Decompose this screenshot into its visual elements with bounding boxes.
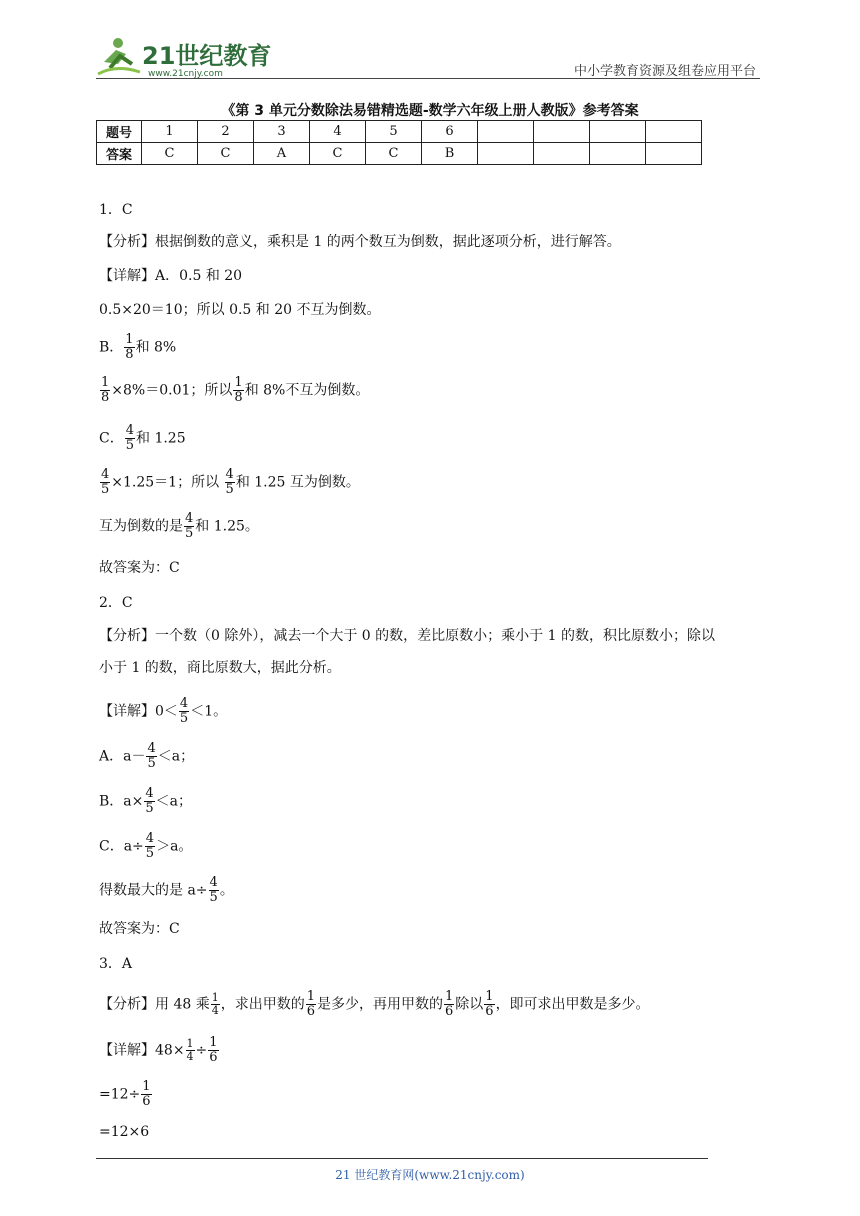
- fraction: $\frac{1}{6}$: [485, 989, 494, 1019]
- fraction: $\frac{1}{4}$: [211, 991, 219, 1017]
- fraction: $\frac{4}{5}$: [145, 786, 154, 816]
- q1-detail-a: 【详解】A．0.5 和 20: [99, 268, 243, 284]
- fraction: $\frac{1}{6}$: [209, 1035, 218, 1065]
- table-cell: A: [254, 143, 310, 165]
- answer-table: [96, 120, 702, 165]
- fraction: $\frac{1}{4}$: [186, 1037, 194, 1063]
- q1-option-b-calc: $\frac{1}{8}$ ×8%＝0.01；所以 $\frac{1}{8}$ 和 8%不互为倒数。: [101, 375, 370, 405]
- table-cell: 1: [142, 121, 198, 143]
- footer-link[interactable]: 21 世纪教育网(www.21cnjy.com): [335, 1168, 525, 1182]
- q1-option-c-calc: $\frac{4}{5}$ ×1.25＝1；所以 $\frac{4}{5}$ 和 1.25 互为倒数。: [101, 467, 360, 497]
- table-cell: [478, 121, 534, 143]
- q1-detail-a-calc: 0.5×20＝10；所以 0.5 和 20 不互为倒数。: [99, 302, 381, 318]
- q1-option-b: B． $\frac{1}{8}$ 和 8%: [99, 332, 177, 362]
- table-cell: 5: [366, 121, 422, 143]
- header-platform-text: 中小学教育资源及组卷应用平台: [573, 64, 756, 79]
- q2-detail: 【详解】0＜ $\frac{4}{5}$ ＜1。: [99, 696, 228, 726]
- table-cell: C: [310, 143, 366, 165]
- fraction: $\frac{1}{6}$: [445, 989, 454, 1019]
- q1-analysis: 【分析】根据倒数的意义，乘积是 1 的两个数互为倒数，据此逐项分析，进行解答。: [99, 234, 621, 250]
- table-cell: [590, 121, 646, 143]
- table-header-cell: 题号: [97, 121, 142, 143]
- table-cell: C: [142, 143, 198, 165]
- runner-icon: [96, 34, 286, 78]
- q2-analysis-line2: 小于 1 的数，商比原数大，据此分析。: [99, 660, 341, 676]
- q1-heading: 1．C: [99, 202, 133, 218]
- fraction: $\frac{1}{6}$: [142, 1079, 151, 1109]
- fraction: $\frac{4}{5}$: [101, 467, 110, 497]
- q1-result: 互为倒数的是 $\frac{4}{5}$ 和 1.25。: [99, 511, 259, 541]
- q3-step-1: =12÷ $\frac{1}{6}$: [99, 1079, 151, 1109]
- svg-text:www.21cnjy.com: www.21cnjy.com: [148, 69, 223, 78]
- fraction: $\frac{1}{8}$: [101, 375, 110, 405]
- q3-detail: 【详解】48× $\frac{1}{4}$ ÷ $\frac{1}{6}$: [99, 1035, 218, 1065]
- footer-divider: [96, 1158, 708, 1159]
- q2-heading: 2．C: [99, 595, 133, 611]
- page-title: 《第 3 单元分数除法易错精选题-数学六年级上册人教版》参考答案: [221, 103, 639, 119]
- q2-analysis-line1: 【分析】一个数（0 除外），减去一个大于 0 的数，差比原数小；乘小于 1 的数，积比原数小；除以: [99, 628, 715, 644]
- fraction: $\frac{4}{5}$: [209, 875, 218, 905]
- table-cell: 3: [254, 121, 310, 143]
- fraction: $\frac{4}{5}$: [225, 467, 234, 497]
- table-cell: C: [198, 143, 254, 165]
- fraction: $\frac{1}{8}$: [234, 375, 243, 405]
- fraction: $\frac{4}{5}$: [125, 423, 134, 453]
- table-cell: [534, 121, 590, 143]
- q3-step-2: =12×6: [99, 1124, 150, 1140]
- fraction: $\frac{4}{5}$: [145, 831, 155, 861]
- header-divider: [96, 78, 760, 79]
- q1-option-c: C． $\frac{4}{5}$ 和 1.25: [99, 423, 186, 453]
- fraction: $\frac{4}{5}$: [147, 741, 156, 771]
- q1-final-answer: 故答案为：C: [99, 560, 180, 576]
- q3-heading: 3．A: [99, 956, 133, 972]
- table-cell: [590, 143, 646, 165]
- table-cell: [534, 143, 590, 165]
- table-cell: 2: [198, 121, 254, 143]
- fraction: $\frac{4}{5}$: [179, 696, 189, 726]
- fraction: $\frac{4}{5}$: [185, 511, 194, 541]
- table-row: [97, 121, 702, 143]
- table-header-cell: 答案: [97, 143, 142, 165]
- q2-final-answer: 故答案为：C: [99, 921, 180, 937]
- q2-option-b: B．a× $\frac{4}{5}$ ＜a；: [99, 786, 193, 816]
- table-cell: 4: [310, 121, 366, 143]
- table-cell: [478, 143, 534, 165]
- table-cell: [646, 143, 702, 165]
- q3-analysis: 【分析】用 48 乘 $\frac{1}{4}$ ，求出甲数的 $\frac{1}{6}$ 是多少，再用甲数的 $\frac{1}{6}$ 除以 $\frac{1}{6}$ ，即可求出甲数是多少。: [99, 989, 650, 1019]
- site-logo: [96, 34, 286, 78]
- q2-option-a: A．a－ $\frac{4}{5}$ ＜a；: [99, 741, 195, 771]
- fraction: $\frac{1}{6}$: [306, 989, 315, 1019]
- fraction: $\frac{1}{8}$: [125, 332, 134, 362]
- table-row: [97, 143, 702, 165]
- table-cell: [646, 121, 702, 143]
- table-cell: C: [366, 143, 422, 165]
- q2-result: 得数最大的是 a÷ $\frac{4}{5}$ 。: [99, 875, 234, 905]
- q2-option-c: C．a÷ $\frac{4}{5}$ ＞a。: [99, 831, 193, 861]
- svg-text:21世纪教育: 21世纪教育: [142, 42, 272, 70]
- table-cell: 6: [422, 121, 478, 143]
- table-cell: B: [422, 143, 478, 165]
